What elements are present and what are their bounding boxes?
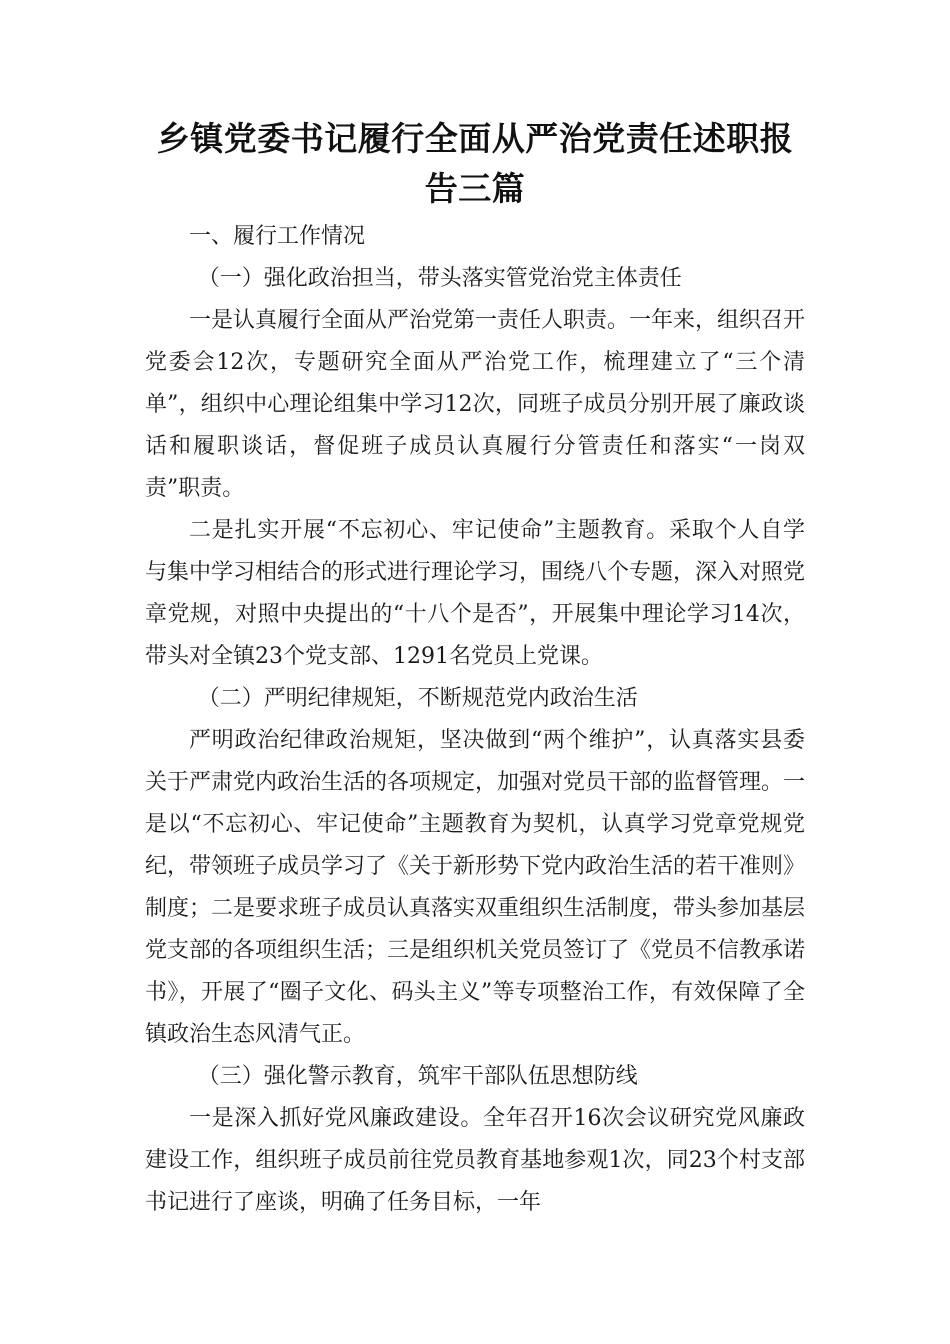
body-paragraph: 一是认真履行全面从严治党第一责任人职责。一年来，组织召开党委会12次，专题研究全面从严治党工作，梳理建立了“三个清单”，组织中心理论组集中学习12次，同班子成员分别开展了廉政谈话和履职谈话，督促班子成员认真履行分管责任和落实“一岗双责”职责。: [145, 308, 806, 501]
document-title: 乡镇党委书记履行全面从严治党责任述职报告三篇: [156, 119, 794, 208]
section-heading: 一、履行工作情况: [189, 224, 366, 249]
document-body: [145, 216, 805, 1224]
subsection-heading: （一）强化政治担当，带头落实管党治党主体责任: [197, 266, 682, 291]
body-paragraph: 严明政治纪律政治规矩，坚决做到“两个维护”，认真落实县委关于严肃党内政治生活的各项规定，加强对党员干部的监督管理。一是以“不忘初心、牢记使命”主题教育为契机，认真学习党章党规党纪，带领班子成员学习了《关于新形势下党内政治生活的若干准则》制度；二是要求班子成员认真落实双重组织生活制度，带头参加基层党支部的各项组织生活；三是组织机关党员签订了《党员不信教承诺书》，开展了“圈子文化、码头主义”等专项整治工作，有效保障了全镇政治生态风清气正。: [145, 728, 806, 1047]
subsection-heading: （二）严明纪律规矩，不断规范党内政治生活: [197, 686, 638, 711]
body-paragraph: 一是深入抓好党风廉政建设。全年召开16次会议研究党风廉政建设工作，组织班子成员前往党员教育基地参观1次，同23个村支部书记进行了座谈，明确了任务目标，一年: [145, 1106, 805, 1215]
body-paragraph: 二是扎实开展“不忘初心、牢记使命”主题教育。采取个人自学与集中学习相结合的形式进行理论学习，围绕八个专题，深入对照党章党规，对照中央提出的“十八个是否”，开展集中理论学习14次，带头对全镇23个党支部、1291名党员上党课。: [145, 518, 806, 669]
subsection-heading: （三）强化警示教育，筑牢干部队伍思想防线: [197, 1064, 638, 1089]
